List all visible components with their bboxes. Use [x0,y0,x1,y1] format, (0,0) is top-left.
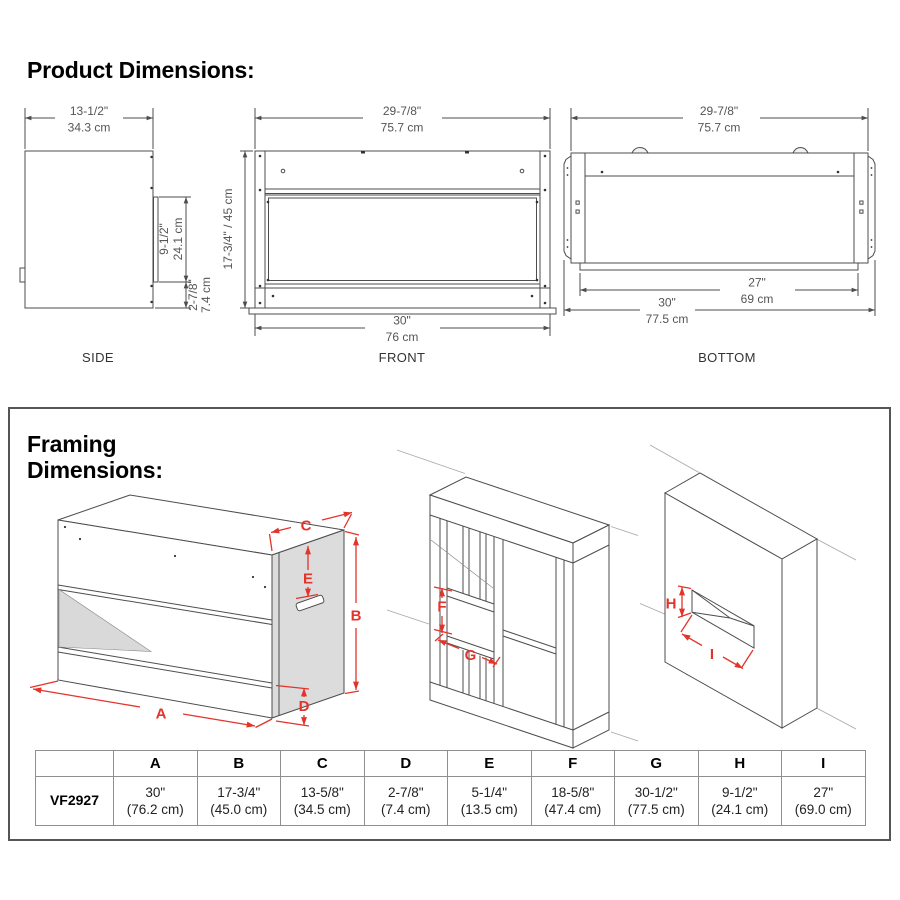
column-header-e: E [448,751,532,777]
callout-b: B [350,607,362,625]
dimension-cell-c [281,777,365,826]
side-width-dimension-cm: 34.3 cm [67,120,111,135]
dim-e-in: 5-1/4" [471,784,508,800]
dim-a-in: 30" [145,784,166,800]
side-view-label: SIDE [82,350,114,365]
front-bottom-dimension-cm: 76 cm [385,330,419,344]
column-header-a: A [114,751,198,777]
callout-c: C [300,517,312,535]
dimension-cell-b [197,777,281,826]
callout-d: D [298,698,310,715]
column-header-d: D [364,751,448,777]
side-lower-dimension-cm: 7.4 cm [199,276,213,314]
dimension-cell-d [364,777,448,826]
side-upper-dimension-cm: 24.1 cm [171,217,185,261]
column-header-g: G [615,751,699,777]
finished-wall-outline [665,473,817,728]
wall-framing-drawing [385,440,640,750]
bottom-outer-dimension-cm: 77.5 cm [645,312,689,326]
bottom-width-dimension-cm: 75.7 cm [697,120,741,135]
front-bottom-dimension-in: 30" [393,313,411,328]
bottom-width-dimension-in: 29-7/8" [699,104,739,118]
front-width-dimension-cm: 75.7 cm [380,120,424,135]
framing-title-line2: Dimensions: [27,456,163,483]
model-column-header [36,751,114,777]
dimension-cell-e [448,777,532,826]
column-header-i: I [782,751,866,777]
front-view-drawing [215,100,575,380]
model-cell: VF2927 [36,777,114,826]
bottom-view-drawing [555,100,900,380]
table-header-row [36,751,866,777]
bottom-view-outline [564,108,875,316]
dim-b-in: 17-3/4" [217,784,261,800]
dim-f-cm: (47.4 cm) [544,802,602,817]
callout-i: I [709,646,715,663]
dim-h-cm: (24.1 cm) [711,802,769,817]
finished-wall-drawing [640,440,895,750]
dim-f-in: 18-5/8" [551,784,595,800]
framing-title-line1: Framing [27,431,117,457]
side-width-dimension-in: 13-1/2" [69,104,109,118]
dim-h-in: 9-1/2" [721,784,758,800]
bottom-outer-dimension-in: 30" [658,295,676,310]
table-data-row [36,777,866,826]
product-dimensions-title: Product Dimensions: [27,57,255,83]
framing-dimensions-table [35,750,866,826]
dim-b-cm: (45.0 cm) [210,802,268,817]
callout-a: A [155,705,167,723]
dimension-cell-g [615,777,699,826]
bottom-inner-dimension-in: 27" [748,275,766,290]
column-header-h: H [698,751,782,777]
front-width-dimension-in: 29-7/8" [382,104,422,118]
dim-g-in: 30-1/2" [634,784,678,800]
dimension-cell-f [531,777,615,826]
side-view-outline [20,108,191,308]
dim-d-in: 2-7/8" [387,784,424,800]
dim-d-cm: (7.4 cm) [380,802,431,817]
dim-c-in: 13-5/8" [300,784,344,800]
unit-isometric-drawing [25,485,385,750]
dim-g-cm: (77.5 cm) [627,802,685,817]
column-header-c: C [281,751,365,777]
dim-i-cm: (69.0 cm) [794,802,852,817]
dim-a-cm: (76.2 cm) [126,802,184,817]
front-height-dimension: 17-3/4" / 45 cm [221,188,235,270]
bottom-inner-dimension-cm: 69 cm [740,292,774,306]
column-header-b: B [197,751,281,777]
callout-h: H [665,595,677,613]
side-view-drawing [10,100,240,380]
callout-f: F [437,598,447,616]
side-lower-dimension-in: 2-7/8" [186,279,200,311]
dim-c-cm: (34.5 cm) [293,802,351,817]
framing-title [27,432,163,484]
dimension-cell-h [698,777,782,826]
callout-g: G [464,647,477,664]
callout-e: E [302,570,314,588]
dim-e-cm: (13.5 cm) [460,802,518,817]
dimension-cell-i [782,777,866,826]
front-view-outline [240,108,556,336]
bottom-view-label: BOTTOM [698,350,756,365]
front-view-label: FRONT [378,350,426,365]
dim-i-in: 27" [813,784,834,800]
side-upper-dimension-in: 9-1/2" [157,223,171,255]
dimension-cell-a [114,777,198,826]
column-header-f: F [531,751,615,777]
framing-outline [430,477,609,748]
